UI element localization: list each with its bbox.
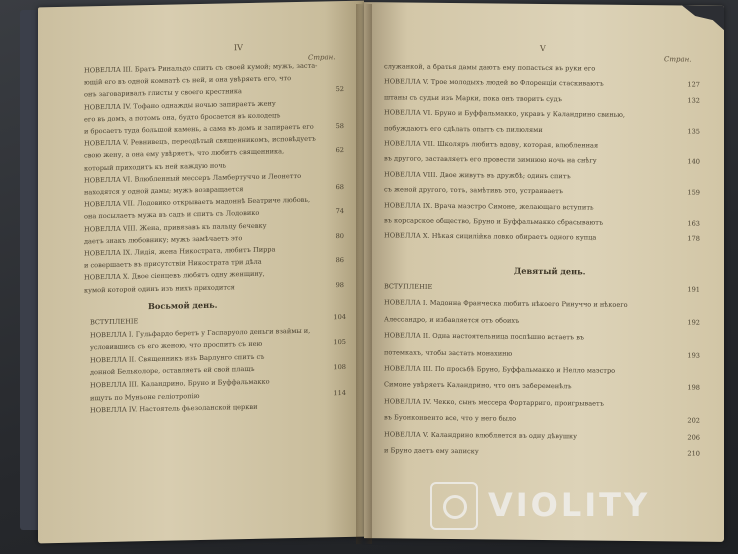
book-gutter: [356, 4, 372, 544]
toc-entry-page: 114: [333, 388, 346, 397]
toc-entry-title: НОВЕЛЛА III. Братъ Ринальдо спитъ съ своей кумой; мужъ, заста-: [84, 61, 318, 75]
toc-entry: [384, 93, 700, 105]
toc-entry-page: 191: [687, 285, 700, 294]
page-numeral: IV: [234, 43, 243, 53]
torn-corner: [682, 5, 724, 31]
toc-entry-title: НОВЕЛЛА VI. Бруно и Буффальмакко, укравъ у Каландрино свинью,: [384, 108, 626, 120]
toc-entry-title: НОВЕЛЛА IX. Врача маэстро Симоне, желающаго вступить: [384, 200, 594, 212]
toc-entry-title: и бросаетъ туда большой камень, а сама въ домъ и запираетъ его: [84, 122, 314, 136]
toc-entry-title: донной Бельколоре, оставляетъ ей свой плащъ: [90, 365, 255, 377]
toc-entry-title: въ Буонконвенто все, что у него было: [384, 413, 517, 423]
toc-entry-page: 52: [335, 85, 344, 94]
toc-entry-title: съ женой другого, тотъ, замѣтивъ это, устраиваетъ: [384, 185, 563, 196]
toc-entry-title: штаны съ судьи изъ Марки, пока онъ творитъ судъ: [384, 93, 562, 103]
toc-entry: [90, 338, 346, 352]
violity-logo-icon: [430, 482, 478, 530]
toc-entry-page: 132: [687, 96, 700, 105]
toc-entry-title: и Бруно даетъ ему записку: [384, 446, 479, 456]
toc-entry: [384, 109, 700, 121]
toc-entry: [84, 146, 344, 160]
toc-entry-title: и совершаетъ въ присутствіи Никострата три дѣла: [84, 257, 262, 270]
toc-entry-page: 178: [687, 234, 700, 244]
toc-entry-title: НОВЕЛЛА VI. Влюбленный мессеръ Ламбертуччо и Леонетто: [84, 171, 302, 185]
toc-entry-title: НОВЕЛЛА III. По просьбѣ Бруно, Буффальмакко и Нелло маэстро: [384, 364, 616, 375]
toc-entry-title: ющій его въ одной комнатѣ съ ней, и она увѣряетъ его, что: [84, 74, 292, 87]
toc-entry: [84, 122, 344, 136]
toc-entry: [84, 232, 344, 246]
toc-entry: [84, 85, 344, 99]
toc-entry-title: НОВЕЛЛА V. Ревнивецъ, переодѣтый священникомъ, исповѣдуетъ: [84, 134, 316, 148]
toc-entry-title: она посылаетъ мужа въ садъ и спитъ съ Лодовико: [84, 209, 260, 221]
toc-entry-title: НОВЕЛЛА V. Трое молодыхъ людей во Флоренціи стаскиваютъ: [384, 77, 604, 89]
toc-entry: [384, 299, 700, 311]
toc-entry-title: кумой которой одинъ изъ нихъ приходится: [84, 282, 235, 295]
toc-entry-page: 193: [687, 351, 700, 360]
toc-entry: [384, 155, 700, 167]
toc-entry: [384, 446, 700, 458]
toc-entry-title: ВСТУПЛЕНІЕ: [384, 282, 433, 291]
toc-entry-title: НОВЕЛЛА II. Одна настоятельница поспѣшно встаетъ въ: [384, 331, 585, 342]
toc-entry-title: НОВЕЛЛА IV. Чекко, сынъ мессера Фортарриго, проигрываетъ: [384, 397, 604, 408]
toc-entry: [384, 381, 700, 393]
toc-entry-page: 105: [333, 338, 346, 347]
toc-entry-title: НОВЕЛЛА I. Мадонна Франческа любитъ нѣкоего Ринуччо и нѣкоего: [384, 298, 628, 310]
toc-entry: [384, 201, 700, 213]
toc-entry-page: 108: [333, 363, 346, 372]
toc-entry-title: служанкой, а братья дамы даютъ ему попасться въ руки его: [384, 62, 596, 73]
toc-entry-page: 127: [687, 80, 700, 90]
toc-entry-title: НОВЕЛЛА IV. Настоятель фьезоланской церкви: [90, 403, 258, 415]
toc-entry: [90, 351, 346, 365]
toc-entry: [84, 207, 344, 221]
toc-entry-title: НОВЕЛЛА V. Каландрино влюбляется въ одну дѣвушку: [384, 429, 578, 440]
toc-entry-title: НОВЕЛЛА VIII. Жена, привязавъ къ пальцу бечевку: [84, 221, 267, 234]
toc-entry: [384, 348, 700, 360]
column-label: Стран.: [664, 55, 692, 64]
toc-entry: [384, 282, 700, 294]
toc-entry: [384, 232, 700, 244]
toc-entry-title: Симоне увѣряетъ Каландрино, что онъ забеременѣлъ: [384, 380, 572, 391]
toc-entry-page: 74: [335, 207, 344, 216]
toc-entry-title: въ корсарское общество, Бруно и Буффальмакко сбрасываютъ: [384, 216, 604, 227]
toc-entry-page: 163: [687, 219, 700, 228]
toc-entry-title: находятся у одной дамы; мужъ возвращается: [84, 185, 244, 197]
toc-entry: [90, 326, 346, 340]
section-title: Девятый день.: [514, 265, 586, 277]
toc-entry: [84, 195, 344, 209]
toc-entry-title: условившись съ его женою, что проспитъ съ нею: [90, 339, 263, 352]
open-book: [34, 4, 724, 544]
toc-entry: [84, 244, 344, 258]
toc-entry-page: 159: [687, 188, 700, 197]
toc-entry-title: НОВЕЛЛА II. Священникъ изъ Варлунго спитъ съ: [90, 352, 265, 365]
toc-entry-title: НОВЕЛЛА VIII. Двое живутъ въ дружбѣ; одинъ спитъ: [384, 170, 571, 181]
section-title: Восьмой день.: [148, 299, 218, 312]
toc-entry-title: НОВЕЛЛА IX. Лидія, жена Никострата, любитъ Пирра: [84, 245, 276, 258]
watermark-text: VIOLITY: [488, 486, 651, 524]
right-page: [364, 2, 724, 542]
toc-entry-title: побуждаютъ его сдѣлать опытъ съ пилюлями: [384, 123, 543, 134]
toc-entry-title: НОВЕЛЛА VII. Школяръ любитъ вдову, которая, влюбленная: [384, 139, 599, 150]
toc-entry-title: ищутъ по Муньоне геліотропію: [90, 391, 200, 402]
toc-entry-page: 104: [333, 312, 346, 322]
toc-entry-title: его въ домъ, а потомъ она, будто бросается въ колодецъ: [84, 111, 281, 124]
toc-entry: [84, 73, 344, 87]
toc-entry: [384, 170, 700, 182]
page-numeral: V: [540, 43, 546, 54]
left-page: [38, 1, 364, 544]
toc-entry: [84, 183, 344, 197]
toc-entry: [84, 281, 344, 295]
toc-entry-page: 58: [335, 122, 344, 131]
column-label: Стран.: [308, 53, 336, 62]
toc-entry: [384, 430, 700, 442]
toc-entry: [84, 110, 344, 124]
toc-entry-page: 86: [335, 256, 344, 265]
toc-entry-page: 140: [687, 157, 700, 167]
toc-entry: [90, 313, 346, 327]
toc-entry: [84, 256, 344, 270]
toc-entry-page: 68: [335, 183, 344, 192]
toc-entry-page: 62: [335, 146, 344, 155]
watermark: [430, 480, 730, 540]
toc-entry: [90, 363, 346, 377]
toc-entry-title: онъ заговаривалъ глисты у своего крестника: [84, 87, 242, 99]
toc-entry: [384, 414, 700, 426]
toc-entry-title: НОВЕЛЛА III. Каландрино, Бруно и Буффальмакко: [90, 377, 270, 390]
toc-entry-title: НОВЕЛЛА X. Двое сіенцевъ любятъ одну женщину,: [84, 270, 265, 282]
toc-entry-title: НОВЕЛЛА X. Нѣкая сицилійка ловко обираетъ одного купца: [384, 231, 597, 242]
toc-entry-page: 210: [687, 449, 700, 458]
toc-entry: [384, 124, 700, 136]
toc-entry-page: 80: [335, 231, 344, 240]
toc-entry-title: который приходитъ къ ней каждую ночь: [84, 161, 227, 173]
toc-entry-title: ВСТУПЛЕНІЕ: [90, 317, 139, 327]
toc-entry-title: даетъ знакъ любовнику; мужъ замѣчаетъ это: [84, 233, 243, 246]
toc-entry-title: свою жену, а она ему увѣряетъ, что любитъ священника,: [84, 147, 285, 160]
toc-entry-page: 206: [687, 433, 700, 442]
toc-entry: [384, 62, 700, 74]
toc-entry: [384, 186, 700, 198]
toc-entry-page: 198: [687, 383, 700, 393]
toc-entry: [90, 401, 346, 415]
toc-entry: [384, 397, 700, 409]
toc-entry: [384, 216, 700, 228]
toc-entry: [384, 78, 700, 90]
toc-entry: [84, 268, 344, 282]
toc-entry-title: НОВЕЛЛА VII. Лодовико открываетъ мадоннѣ Беатриче любовь,: [84, 195, 311, 209]
toc-entry-page: 135: [687, 127, 700, 136]
toc-entry: [90, 376, 346, 390]
toc-entry: [90, 389, 346, 403]
toc-entry-title: Алессандро, и избавляется отъ обоихъ: [384, 315, 520, 325]
toc-entry: [384, 332, 700, 344]
toc-entry-page: 98: [335, 280, 344, 289]
toc-entry: [84, 61, 344, 75]
toc-entry: [84, 159, 344, 173]
toc-entry-title: въ другого, заставляетъ его провести зимнюю ночь на снѣгу: [384, 154, 597, 165]
toc-entry-title: потемкахъ, чтобы застать монахиню: [384, 347, 513, 358]
toc-entry: [84, 134, 344, 148]
toc-entry: [384, 139, 700, 151]
toc-entry-page: 192: [687, 318, 700, 327]
toc-entry: [84, 171, 344, 185]
toc-entry-page: 202: [687, 416, 700, 425]
toc-entry-title: НОВЕЛЛА I. Гульфардо беретъ у Гаспаруоло деньги взаймы и,: [90, 326, 311, 339]
toc-entry: [84, 98, 344, 112]
toc-entry-title: НОВЕЛЛА IV. Тофано однажды ночью запираетъ жену: [84, 99, 276, 112]
toc-entry: [384, 315, 700, 327]
toc-entry: [84, 220, 344, 234]
toc-entry: [384, 364, 700, 376]
